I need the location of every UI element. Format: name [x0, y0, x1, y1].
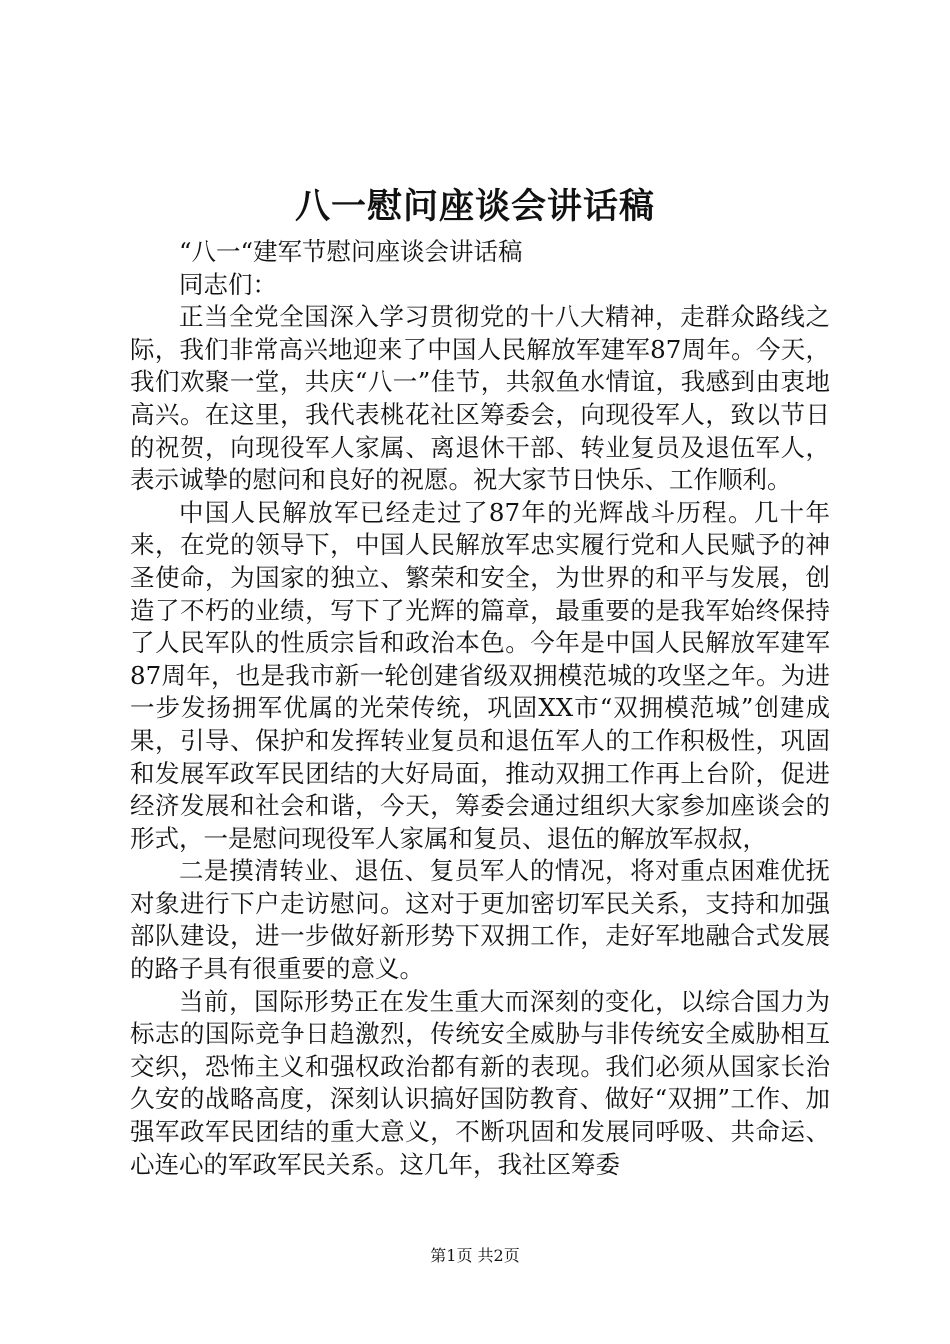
salutation-line: 同志们：	[179, 269, 277, 299]
page-number: 第1页 共2页	[430, 1246, 520, 1265]
body-paragraph: 二是摸清转业、退伍、复员军人的情况，将对重点困难优抚对象进行下户走访慰问。这对于更加密切军民关系，支持和加强部队建设，进一步做好新形势下双拥工作，走好军地融合式发展的路子具有很重要的意义。	[130, 856, 830, 984]
document-title: 八一慰问座谈会讲话稿	[294, 186, 655, 227]
document-body	[130, 236, 830, 1181]
body-paragraph: 正当全党全国深入学习贯彻党的十八大精神，走群众路线之际，我们非常高兴地迎来了中国人民解放军建军87周年。今天，我们欢聚一堂，共庆“八一”佳节，共叙鱼水情谊，我感到由衷地高兴。在这里，我代表桃花社区筹委会，向现役军人，致以节日的祝贺，向现役军人家属、离退休干部、转业复员及退伍军人，表示诚挚的慰问和良好的祝愿。祝大家节日快乐、工作顺利。	[130, 302, 830, 495]
body-paragraph: 当前，国际形势正在发生重大而深刻的变化，以综合国力为标志的国际竞争日趋激烈，传统安全威胁与非传统安全威胁相互交织，恐怖主义和强权政治都有新的表现。我们必须从国家长治久安的战略高度，深刻认识搞好国防教育、做好“双拥”工作、加强军政军民团结的重大意义，不断巩固和发展同呼吸、共命运、心连心的军政军民关系。这几年，我社区筹委	[130, 986, 830, 1179]
page-footer	[0, 1245, 950, 1267]
subtitle-line: “八一“建军节慰问座谈会讲话稿	[179, 237, 523, 266]
body-paragraph: 中国人民解放军已经走过了87年的光辉战斗历程。几十年来，在党的领导下，中国人民解放军忠实履行党和人民赋予的神圣使命，为国家的独立、繁荣和安全，为世界的和平与发展，创造了不朽的业绩，写下了光辉的篇章，最重要的是我军始终保持了人民军队的性质宗旨和政治本色。今年是中国人民解放军建军87周年，也是我市新一轮创建省级双拥模范城的攻坚之年。为进一步发扬拥军优属的光荣传统，巩固XX市“双拥模范城”创建成果，引导、保护和发挥转业复员和退伍军人的工作积极性，巩固和发展军政军民团结的大好局面，推动双拥工作再上台阶，促进经济发展和社会和谐，今天，筹委会通过组织大家参加座谈会的形式，一是慰问现役军人家属和复员、退伍的解放军叔叔，	[130, 497, 830, 853]
